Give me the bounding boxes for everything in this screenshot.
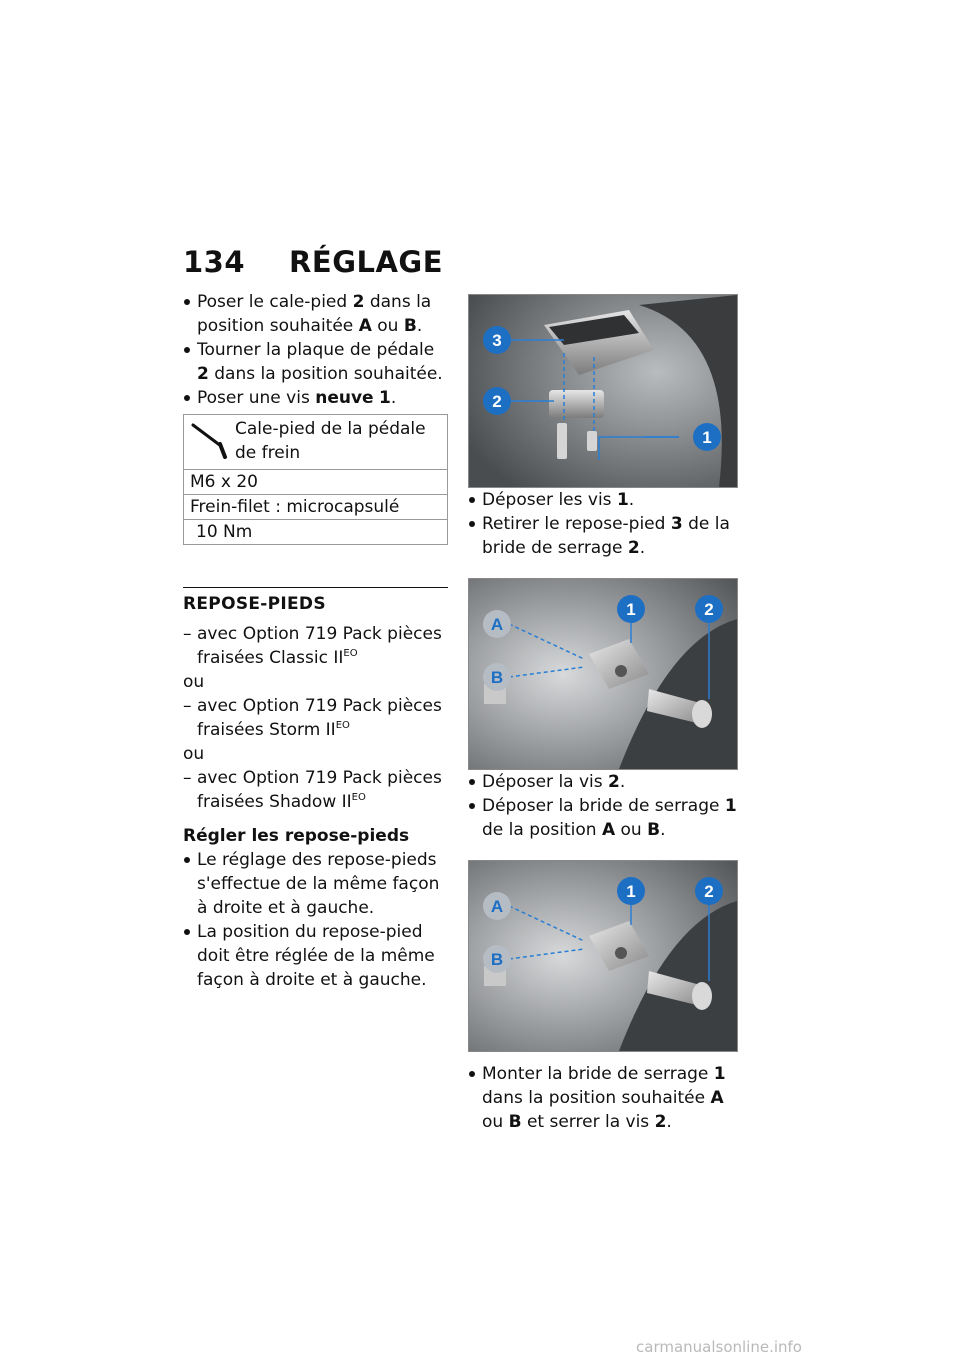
option-item: – avec Option 719 Pack pièces fraisées Storm $II^{EO}$ bbox=[183, 694, 448, 742]
watermark: carmanualsonline.info bbox=[636, 1338, 802, 1356]
section-divider bbox=[183, 587, 448, 588]
page-header bbox=[183, 245, 443, 279]
figure-clamp-install bbox=[468, 860, 738, 1052]
figure-footrest-removal bbox=[468, 294, 738, 488]
callout-A: A bbox=[490, 897, 504, 916]
callout-2: 2 bbox=[492, 392, 502, 411]
note-item: La position du repose-pied doit être réglée de la même façon à droite et à gauche. bbox=[183, 920, 448, 992]
note-item: Le réglage des repose-pieds s'effectue de la même façon à droite et à gauche. bbox=[183, 848, 448, 920]
callout-1: 1 bbox=[626, 600, 636, 619]
subsection-title: Régler les repose-pieds bbox=[183, 826, 410, 846]
callout-2: 2 bbox=[704, 600, 714, 619]
instruction-step: Déposer les vis 1. bbox=[468, 488, 740, 512]
torque-wrench-icon bbox=[190, 419, 230, 459]
option-item: – avec Option 719 Pack pièces fraisées Classic $II^{EO}$ bbox=[183, 622, 448, 670]
left-column bbox=[183, 290, 448, 992]
callout-1: 1 bbox=[702, 428, 712, 447]
instruction-step: Retirer le repose-pied 3 de la bride de serrage 2. bbox=[468, 512, 740, 560]
spec-torque: 10 Nm bbox=[184, 520, 448, 545]
spec-label: Cale-pied de la pédale de frein bbox=[235, 419, 426, 463]
or-label: ou bbox=[183, 672, 205, 692]
instruction-step: Déposer la vis 2. bbox=[468, 770, 740, 794]
callout-2: 2 bbox=[704, 882, 714, 901]
figure-clamp-removal bbox=[468, 578, 738, 770]
instruction-step: Tourner la plaque de pédale 2 dans la position souhaitée. bbox=[183, 338, 448, 386]
callout-B: B bbox=[490, 950, 504, 969]
spec-header-cell bbox=[184, 415, 448, 470]
torque-spec-table bbox=[183, 414, 448, 545]
option-item: – avec Option 719 Pack pièces fraisées Shadow $II^{EO}$ bbox=[183, 766, 448, 814]
callout-A: A bbox=[490, 615, 504, 634]
instruction-step: Poser une vis neuve 1. bbox=[183, 386, 448, 410]
callout-1: 1 bbox=[626, 882, 636, 901]
page-title: RÉGLAGE bbox=[289, 245, 444, 279]
or-label: ou bbox=[183, 744, 205, 764]
instruction-step: Monter la bride de serrage 1 dans la position souhaitée A ou B et serrer la vis 2. bbox=[468, 1062, 740, 1134]
spec-size: M6 x 20 bbox=[184, 470, 448, 495]
instruction-step: Déposer la bride de serrage 1 de la position A ou B. bbox=[468, 794, 740, 842]
section-title: REPOSE-PIEDS bbox=[183, 594, 326, 614]
spec-thread-lock: Frein-filet : microcapsulé bbox=[184, 495, 448, 520]
page-number: 134 bbox=[183, 245, 246, 279]
callout-3: 3 bbox=[492, 331, 502, 350]
instruction-step: Poser le cale-pied 2 dans la position souhaitée A ou B. bbox=[183, 290, 448, 338]
callout-B: B bbox=[490, 668, 504, 687]
right-column bbox=[468, 294, 740, 1134]
